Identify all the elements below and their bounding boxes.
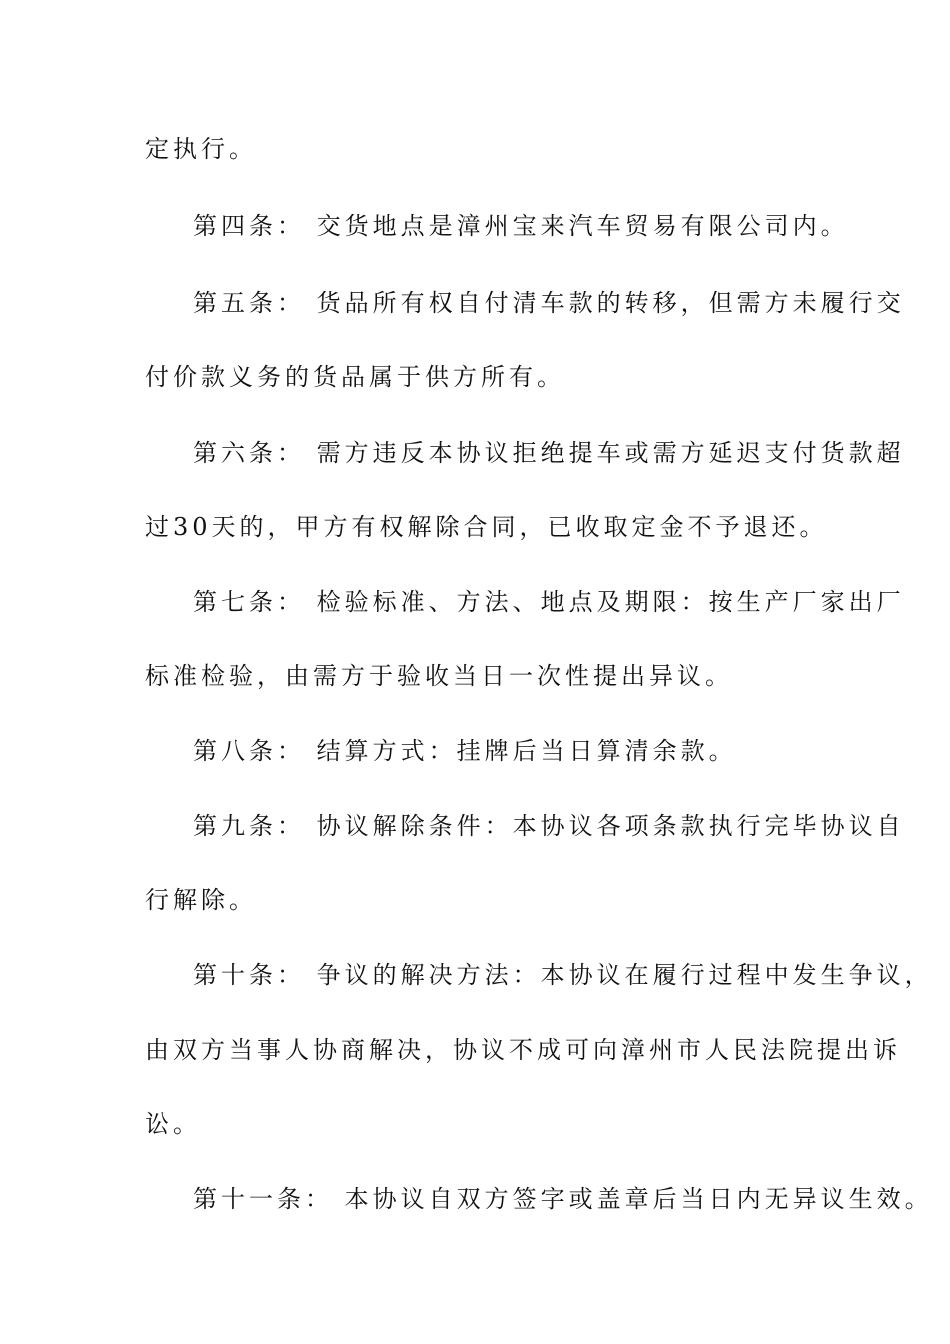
- text-line: 标准检验，由需方于验收当日一次性提出异议。: [145, 662, 733, 690]
- article-5-line: 第五条： 货品所有权自付清车款的转移，但需方未履行交: [193, 289, 905, 317]
- article-9-line: 第九条： 协议解除条件：本协议各项条款执行完毕协议自: [193, 812, 905, 840]
- article-10-line: 第十条： 争议的解决方法：本协议在履行过程中发生争议，: [193, 961, 933, 989]
- text-line: 定执行。: [145, 135, 257, 163]
- text-line: 由双方当事人协商解决，协议不成可向漳州市人民法院提出诉: [145, 1036, 901, 1064]
- article-8-line: 第八条： 结算方式：挂牌后当日算清余款。: [193, 737, 737, 765]
- text-line: 付价款义务的货品属于供方所有。: [145, 363, 565, 391]
- text-line: 讼。: [145, 1110, 201, 1138]
- article-4-line: 第四条： 交货地点是漳州宝来汽车贸易有限公司内。: [193, 212, 849, 240]
- article-6-line: 第六条： 需方违反本协议拒绝提车或需方延迟支付货款超: [193, 439, 905, 467]
- article-7-line: 第七条： 检验标准、方法、地点及期限：按生产厂家出厂: [193, 588, 905, 616]
- text-line: 行解除。: [145, 886, 257, 914]
- text-line: 过30天的，甲方有权解除合同，已收取定金不予退还。: [145, 513, 828, 541]
- article-11-line: 第十一条： 本协议自双方签字或盖章后当日内无异议生效。: [193, 1185, 933, 1213]
